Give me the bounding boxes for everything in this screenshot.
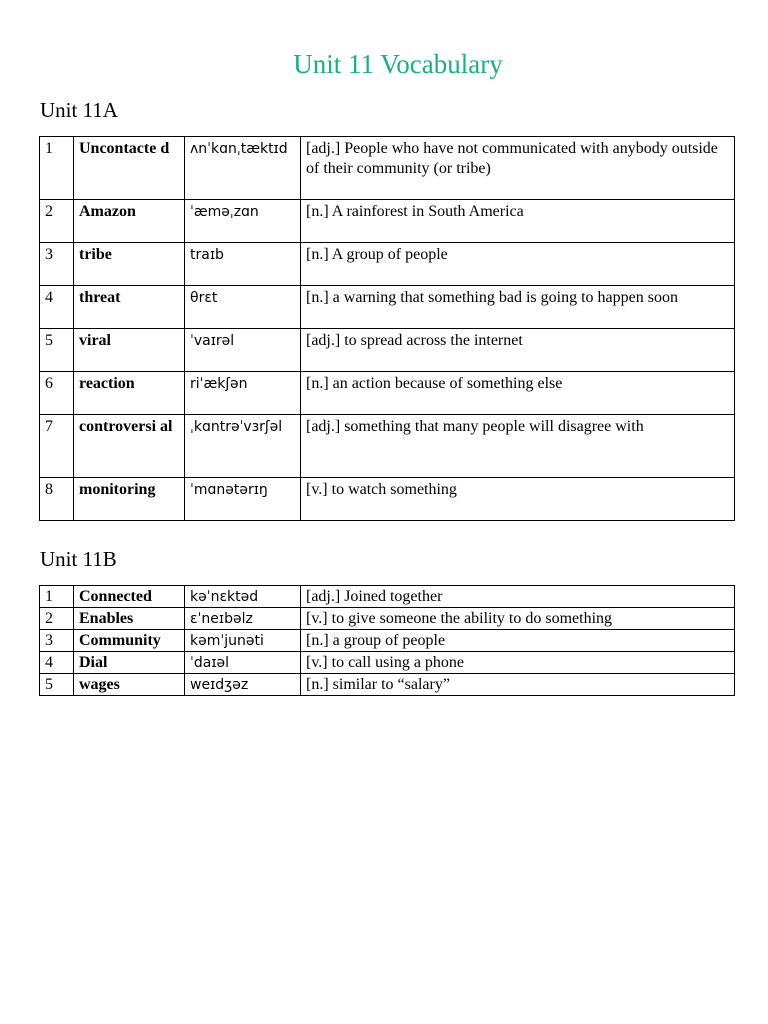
table-row xyxy=(40,478,735,521)
definition: [n.] A group of people xyxy=(301,243,735,286)
row-number: 3 xyxy=(40,243,74,286)
table-row xyxy=(40,200,735,243)
row-number: 5 xyxy=(40,674,74,696)
row-number: 8 xyxy=(40,478,74,521)
definition: [adj.] Joined together xyxy=(301,586,735,608)
pronunciation: ʌnˈkɑnˌtæktɪd xyxy=(185,137,301,200)
pronunciation: ɛˈneɪbəlz xyxy=(185,608,301,630)
vocab-term: Uncontacte d xyxy=(74,137,185,200)
vocabulary-table-11a xyxy=(39,136,735,521)
pronunciation: ˈvaɪrəl xyxy=(185,329,301,372)
row-number: 3 xyxy=(40,630,74,652)
definition: [n.] A rainforest in South America xyxy=(301,200,735,243)
vocab-term: threat xyxy=(74,286,185,329)
table-row xyxy=(40,608,735,630)
definition: [v.] to call using a phone xyxy=(301,652,735,674)
table-row xyxy=(40,137,735,200)
table-row xyxy=(40,652,735,674)
vocab-term: reaction xyxy=(74,372,185,415)
pronunciation: weɪdʒəz xyxy=(185,674,301,696)
row-number: 4 xyxy=(40,652,74,674)
vocab-term: Amazon xyxy=(74,200,185,243)
vocab-term: wages xyxy=(74,674,185,696)
row-number: 5 xyxy=(40,329,74,372)
table-row xyxy=(40,243,735,286)
definition: [n.] a warning that something bad is going to happen soon xyxy=(301,286,735,329)
vocab-term: monitoring xyxy=(74,478,185,521)
vocabulary-table-11b xyxy=(39,585,735,696)
definition: [adj.] People who have not communicated with anybody outside of their community (or tribe) xyxy=(301,137,735,200)
definition: [adj.] something that many people will disagree with xyxy=(301,415,735,478)
table-row xyxy=(40,586,735,608)
definition: [n.] similar to “salary” xyxy=(301,674,735,696)
row-number: 6 xyxy=(40,372,74,415)
pronunciation: ˈæməˌzɑn xyxy=(185,200,301,243)
pronunciation: θrɛt xyxy=(185,286,301,329)
definition: [n.] an action because of something else xyxy=(301,372,735,415)
table-row xyxy=(40,415,735,478)
vocab-term: viral xyxy=(74,329,185,372)
row-number: 1 xyxy=(40,137,74,200)
definition: [n.] a group of people xyxy=(301,630,735,652)
section-heading-11a: Unit 11A xyxy=(40,98,118,122)
pronunciation: ˌkɑntrəˈvɜrʃəl xyxy=(185,415,301,478)
row-number: 7 xyxy=(40,415,74,478)
definition: [v.] to give someone the ability to do something xyxy=(301,608,735,630)
pronunciation: kəmˈjunəti xyxy=(185,630,301,652)
definition: [v.] to watch something xyxy=(301,478,735,521)
pronunciation: ˈmɑnətərɪŋ xyxy=(185,478,301,521)
table-row xyxy=(40,630,735,652)
vocab-term: tribe xyxy=(74,243,185,286)
table-row xyxy=(40,674,735,696)
definition: [adj.] to spread across the internet xyxy=(301,329,735,372)
pronunciation: kəˈnɛktəd xyxy=(185,586,301,608)
page-title: Unit 11 Vocabulary xyxy=(293,49,503,79)
section-heading-11b: Unit 11B xyxy=(40,547,117,571)
row-number: 2 xyxy=(40,608,74,630)
table-row xyxy=(40,372,735,415)
row-number: 1 xyxy=(40,586,74,608)
pronunciation: ˈdaɪəl xyxy=(185,652,301,674)
pronunciation: riˈækʃən xyxy=(185,372,301,415)
vocab-term: Connected xyxy=(74,586,185,608)
vocab-term: Community xyxy=(74,630,185,652)
vocab-term: Dial xyxy=(74,652,185,674)
table-row xyxy=(40,286,735,329)
vocab-term: controversi al xyxy=(74,415,185,478)
pronunciation: traɪb xyxy=(185,243,301,286)
row-number: 2 xyxy=(40,200,74,243)
vocab-term: Enables xyxy=(74,608,185,630)
row-number: 4 xyxy=(40,286,74,329)
table-row xyxy=(40,329,735,372)
